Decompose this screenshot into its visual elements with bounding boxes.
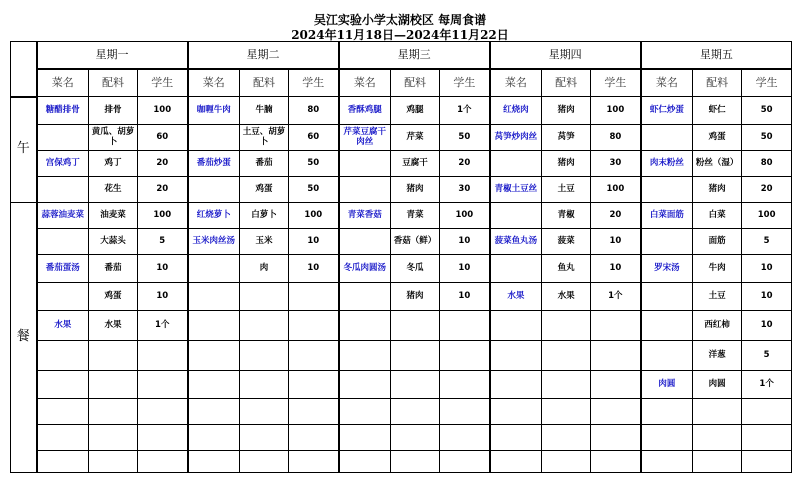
empty-cell	[339, 399, 391, 425]
column-header-student: 学生	[138, 69, 188, 97]
student-qty: 5	[742, 229, 792, 255]
empty-cell	[440, 425, 490, 451]
empty-cell	[440, 451, 490, 473]
ingredient: 白萝卜	[240, 203, 289, 229]
empty-cell	[440, 371, 490, 399]
empty-cell	[641, 341, 693, 371]
student-qty: 10	[591, 255, 641, 283]
column-header-dish: 菜名	[490, 69, 542, 97]
empty-cell	[542, 451, 591, 473]
empty-cell	[188, 451, 240, 473]
menu-row	[11, 177, 792, 203]
empty-cell	[693, 399, 742, 425]
student-qty: 1个	[742, 371, 792, 399]
empty-cell	[641, 451, 693, 473]
ingredient: 猪肉	[391, 177, 440, 203]
empty-cell	[490, 203, 542, 229]
student-qty: 50	[289, 151, 339, 177]
menu-row	[11, 425, 792, 451]
column-header-ingredient: 配料	[542, 69, 591, 97]
ingredient: 大蒜头	[89, 229, 138, 255]
dish-name: 青椒土豆丝	[490, 177, 542, 203]
student-qty: 100	[289, 203, 339, 229]
empty-cell	[37, 425, 89, 451]
ingredient: 玉米	[240, 229, 289, 255]
student-qty: 10	[138, 255, 188, 283]
menu-row	[11, 399, 792, 425]
column-header-dish: 菜名	[37, 69, 89, 97]
dish-name: 青菜香菇	[339, 203, 391, 229]
empty-cell	[641, 283, 693, 311]
empty-cell	[188, 255, 240, 283]
ingredient: 青菜	[391, 203, 440, 229]
empty-cell	[641, 425, 693, 451]
empty-cell	[188, 177, 240, 203]
dish-name: 肉末粉丝	[641, 151, 693, 177]
empty-cell	[188, 399, 240, 425]
empty-cell	[641, 399, 693, 425]
empty-cell	[188, 125, 240, 151]
corner-cell	[11, 42, 37, 97]
empty-cell	[490, 151, 542, 177]
ingredient: 面筋	[693, 229, 742, 255]
empty-cell	[391, 451, 440, 473]
day-header: 星期三	[339, 42, 490, 70]
column-header-ingredient: 配料	[89, 69, 138, 97]
empty-cell	[542, 425, 591, 451]
ingredient: 番茄	[89, 255, 138, 283]
empty-cell	[37, 371, 89, 399]
empty-cell	[490, 371, 542, 399]
column-header-ingredient: 配料	[240, 69, 289, 97]
empty-cell	[89, 425, 138, 451]
menu-row	[11, 203, 792, 229]
dish-name: 水果	[37, 311, 89, 341]
empty-cell	[37, 283, 89, 311]
column-header-dish: 菜名	[641, 69, 693, 97]
empty-cell	[591, 311, 641, 341]
empty-cell	[490, 399, 542, 425]
empty-cell	[289, 311, 339, 341]
dish-name: 香酥鸡腿	[339, 97, 391, 125]
empty-cell	[339, 151, 391, 177]
empty-cell	[440, 341, 490, 371]
ingredient: 鸡丁	[89, 151, 138, 177]
student-qty: 20	[591, 203, 641, 229]
student-qty: 10	[289, 229, 339, 255]
empty-cell	[240, 451, 289, 473]
empty-cell	[591, 399, 641, 425]
empty-cell	[188, 341, 240, 371]
empty-cell	[240, 283, 289, 311]
empty-cell	[240, 371, 289, 399]
dish-name: 番茄蛋汤	[37, 255, 89, 283]
day-header: 星期一	[37, 42, 188, 70]
empty-cell	[289, 451, 339, 473]
empty-cell	[138, 341, 188, 371]
empty-cell	[240, 341, 289, 371]
empty-cell	[542, 371, 591, 399]
empty-cell	[742, 451, 792, 473]
ingredient: 鱼丸	[542, 255, 591, 283]
menu-row	[11, 311, 792, 341]
day-header: 星期四	[490, 42, 641, 70]
ingredient: 肉圆	[693, 371, 742, 399]
ingredient: 鸡蛋	[89, 283, 138, 311]
empty-cell	[591, 425, 641, 451]
student-qty: 30	[591, 151, 641, 177]
empty-cell	[440, 311, 490, 341]
dish-name: 咖喱牛肉	[188, 97, 240, 125]
column-header-dish: 菜名	[188, 69, 240, 97]
student-qty: 50	[742, 125, 792, 151]
dish-name: 肉圆	[641, 371, 693, 399]
dish-name: 菠菜鱼丸汤	[490, 229, 542, 255]
dish-name: 罗宋汤	[641, 255, 693, 283]
empty-cell	[37, 399, 89, 425]
empty-cell	[391, 425, 440, 451]
empty-cell	[391, 311, 440, 341]
empty-cell	[188, 311, 240, 341]
column-header-student: 学生	[289, 69, 339, 97]
student-qty: 100	[138, 203, 188, 229]
ingredient: 鸡腿	[391, 97, 440, 125]
student-qty: 10	[138, 283, 188, 311]
empty-cell	[339, 283, 391, 311]
ingredient: 猪肉	[693, 177, 742, 203]
menu-row	[11, 255, 792, 283]
empty-cell	[591, 371, 641, 399]
ingredient: 西红柿	[693, 311, 742, 341]
empty-cell	[391, 371, 440, 399]
empty-cell	[289, 283, 339, 311]
student-qty: 100	[742, 203, 792, 229]
student-qty: 5	[742, 341, 792, 371]
empty-cell	[37, 177, 89, 203]
student-qty: 20	[742, 177, 792, 203]
ingredient: 青椒	[542, 203, 591, 229]
dish-name: 红烧肉	[490, 97, 542, 125]
student-qty: 1个	[138, 311, 188, 341]
dish-name: 红烧萝卜	[188, 203, 240, 229]
empty-cell	[641, 229, 693, 255]
empty-cell	[339, 311, 391, 341]
empty-cell	[693, 425, 742, 451]
empty-cell	[37, 341, 89, 371]
empty-cell	[89, 341, 138, 371]
ingredient: 番茄	[240, 151, 289, 177]
student-qty: 50	[742, 97, 792, 125]
student-qty: 10	[440, 255, 490, 283]
ingredient: 洋葱	[693, 341, 742, 371]
empty-cell	[240, 311, 289, 341]
empty-cell	[339, 371, 391, 399]
student-qty: 60	[138, 125, 188, 151]
ingredient: 牛肉	[693, 255, 742, 283]
meal-label: 餐	[11, 203, 37, 473]
student-qty: 50	[289, 177, 339, 203]
student-qty: 10	[440, 283, 490, 311]
ingredient: 鸡蛋	[693, 125, 742, 151]
ingredient: 土豆、胡萝卜	[240, 125, 289, 151]
student-qty: 80	[742, 151, 792, 177]
menu-row	[11, 451, 792, 473]
student-qty: 10	[289, 255, 339, 283]
column-header-student: 学生	[440, 69, 490, 97]
empty-cell	[89, 371, 138, 399]
ingredient: 芹菜	[391, 125, 440, 151]
menu-row	[11, 229, 792, 255]
dish-name: 宫保鸡丁	[37, 151, 89, 177]
empty-cell	[490, 311, 542, 341]
student-qty: 10	[742, 311, 792, 341]
empty-cell	[693, 451, 742, 473]
empty-cell	[138, 399, 188, 425]
column-header-dish: 菜名	[339, 69, 391, 97]
ingredient: 鸡蛋	[240, 177, 289, 203]
student-qty: 10	[440, 229, 490, 255]
student-qty: 10	[742, 283, 792, 311]
empty-cell	[490, 341, 542, 371]
menu-row	[11, 151, 792, 177]
student-qty: 50	[440, 125, 490, 151]
student-qty: 10	[742, 255, 792, 283]
empty-cell	[339, 451, 391, 473]
menu-row	[11, 371, 792, 399]
empty-cell	[339, 341, 391, 371]
column-header-student: 学生	[742, 69, 792, 97]
student-qty: 60	[289, 125, 339, 151]
ingredient: 白菜	[693, 203, 742, 229]
column-header-ingredient: 配料	[693, 69, 742, 97]
ingredient: 土豆	[542, 177, 591, 203]
meal-label: 午	[11, 97, 37, 203]
column-header-ingredient: 配料	[391, 69, 440, 97]
empty-cell	[542, 311, 591, 341]
student-qty: 1个	[591, 283, 641, 311]
empty-cell	[641, 125, 693, 151]
menu-row	[11, 283, 792, 311]
menu-row	[11, 341, 792, 371]
empty-cell	[289, 371, 339, 399]
empty-cell	[289, 341, 339, 371]
empty-cell	[37, 125, 89, 151]
empty-cell	[188, 283, 240, 311]
ingredient: 花生	[89, 177, 138, 203]
ingredient: 猪肉	[542, 97, 591, 125]
dish-name: 糖醋排骨	[37, 97, 89, 125]
ingredient: 土豆	[693, 283, 742, 311]
student-qty: 100	[440, 203, 490, 229]
ingredient: 排骨	[89, 97, 138, 125]
ingredient: 油麦菜	[89, 203, 138, 229]
empty-cell	[591, 341, 641, 371]
empty-cell	[490, 425, 542, 451]
ingredient: 猪肉	[542, 151, 591, 177]
menu-title: 吴江实验小学太湖校区 每周食谱	[313, 13, 487, 27]
empty-cell	[188, 425, 240, 451]
empty-cell	[37, 229, 89, 255]
dish-name: 玉米肉丝汤	[188, 229, 240, 255]
dish-name: 莴笋炒肉丝	[490, 125, 542, 151]
dish-name: 番茄炒蛋	[188, 151, 240, 177]
menu-row	[11, 125, 792, 151]
ingredient: 菠菜	[542, 229, 591, 255]
empty-cell	[89, 451, 138, 473]
empty-cell	[440, 399, 490, 425]
ingredient: 粉丝（湿）	[693, 151, 742, 177]
empty-cell	[188, 371, 240, 399]
empty-cell	[542, 399, 591, 425]
empty-cell	[391, 341, 440, 371]
student-qty: 100	[138, 97, 188, 125]
empty-cell	[339, 177, 391, 203]
empty-cell	[240, 399, 289, 425]
day-header: 星期二	[188, 42, 339, 70]
ingredient: 水果	[542, 283, 591, 311]
empty-cell	[37, 451, 89, 473]
ingredient: 黄瓜、胡萝卜	[89, 125, 138, 151]
empty-cell	[542, 341, 591, 371]
empty-cell	[240, 425, 289, 451]
day-header: 星期五	[641, 42, 792, 70]
empty-cell	[339, 425, 391, 451]
ingredient: 猪肉	[391, 283, 440, 311]
empty-cell	[289, 425, 339, 451]
empty-cell	[138, 425, 188, 451]
weekly-menu-table	[10, 41, 792, 473]
student-qty: 20	[138, 151, 188, 177]
student-qty: 100	[591, 97, 641, 125]
ingredient: 冬瓜	[391, 255, 440, 283]
ingredient: 水果	[89, 311, 138, 341]
empty-cell	[138, 451, 188, 473]
empty-cell	[591, 451, 641, 473]
student-qty: 80	[289, 97, 339, 125]
ingredient: 香菇（鲜）	[391, 229, 440, 255]
date-range: 2024年11月18日—2024年11月22日	[291, 28, 509, 42]
ingredient: 虾仁	[693, 97, 742, 125]
student-qty: 80	[591, 125, 641, 151]
menu-row	[11, 97, 792, 125]
dish-name: 芹菜豆腐干肉丝	[339, 125, 391, 151]
student-qty: 1个	[440, 97, 490, 125]
empty-cell	[138, 371, 188, 399]
empty-cell	[742, 399, 792, 425]
empty-cell	[742, 425, 792, 451]
empty-cell	[339, 229, 391, 255]
ingredient: 豆腐干	[391, 151, 440, 177]
empty-cell	[641, 177, 693, 203]
dish-name: 蒜蓉油麦菜	[37, 203, 89, 229]
ingredient: 莴笋	[542, 125, 591, 151]
dish-name: 水果	[490, 283, 542, 311]
empty-cell	[490, 451, 542, 473]
student-qty: 10	[591, 229, 641, 255]
dish-name: 白菜面筋	[641, 203, 693, 229]
column-header-student: 学生	[591, 69, 641, 97]
student-qty: 20	[138, 177, 188, 203]
empty-cell	[289, 399, 339, 425]
empty-cell	[490, 255, 542, 283]
student-qty: 20	[440, 151, 490, 177]
ingredient: 肉	[240, 255, 289, 283]
dish-name: 冬瓜肉圆汤	[339, 255, 391, 283]
ingredient: 牛腩	[240, 97, 289, 125]
empty-cell	[641, 311, 693, 341]
dish-name: 虾仁炒蛋	[641, 97, 693, 125]
student-qty: 5	[138, 229, 188, 255]
student-qty: 30	[440, 177, 490, 203]
student-qty: 100	[591, 177, 641, 203]
empty-cell	[89, 399, 138, 425]
empty-cell	[391, 399, 440, 425]
